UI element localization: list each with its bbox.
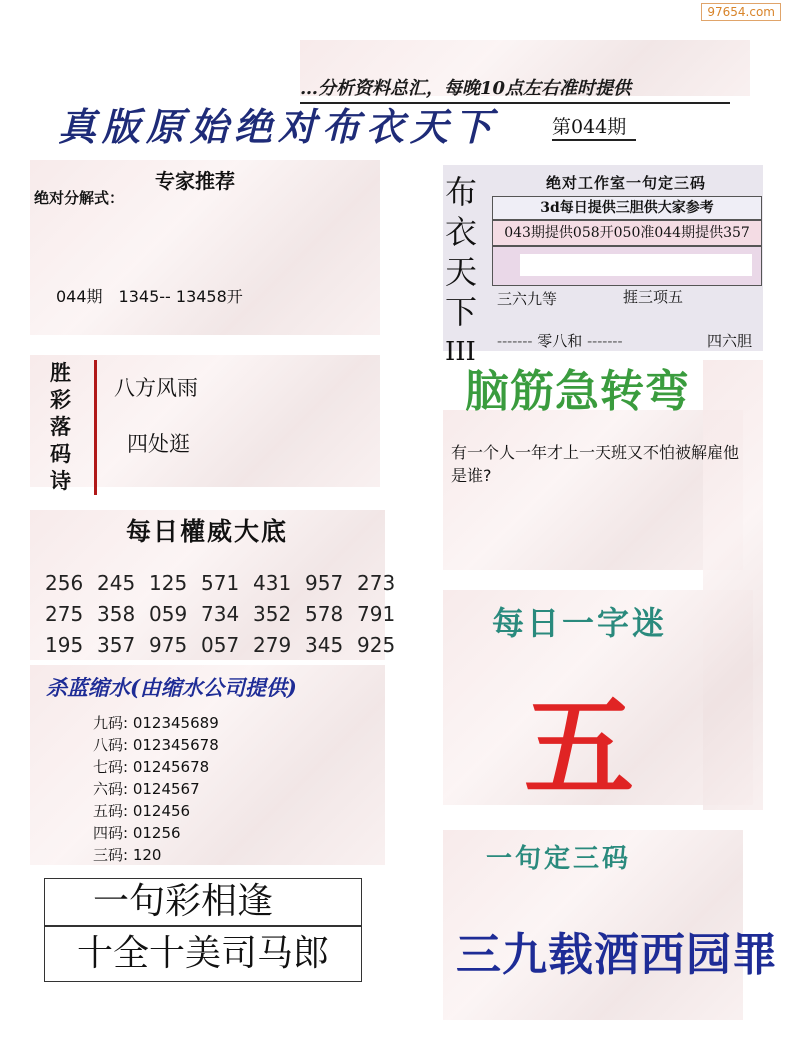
expert-result: 044期 1345-- 13458开 xyxy=(56,287,243,306)
list-item: 四码: 01256 xyxy=(93,824,181,842)
studio-mask-white xyxy=(520,254,752,276)
poem-side-label: 胜 彩 落 码 诗 xyxy=(50,360,97,495)
background-art xyxy=(703,360,763,810)
list-item: 七码: 01245678 xyxy=(93,758,210,776)
studio-mid-left: 三六九等 xyxy=(497,290,558,308)
studio-mid-right: 捱三项五 xyxy=(623,288,684,306)
poem-line-1: 八方风雨 xyxy=(114,376,198,400)
table-row: 195 357 975 057 279 345 925 xyxy=(45,633,396,657)
main-title: 真版原始绝对布衣天下 xyxy=(58,104,499,149)
top-banner: …分析资料总汇，每晚10点左右准时提供 xyxy=(300,74,730,104)
list-item: 九码: 012345689 xyxy=(93,714,219,732)
word-puzzle-char: 五 xyxy=(524,684,634,812)
studio-line-1: 3d每日提供三胆供大家参考 xyxy=(492,196,762,220)
studio-bottom-right: 四六胆 xyxy=(707,332,753,350)
list-item: 八码: 012345678 xyxy=(93,736,219,754)
studio-header: 绝对工作室一句定三码 xyxy=(545,174,706,192)
site-badge[interactable]: 97654.com xyxy=(701,3,781,21)
list-item: 六码: 0124567 xyxy=(93,780,200,798)
riddle-question: 有一个人一年才上一天班又不怕被解雇他是谁? xyxy=(451,443,740,485)
background-art xyxy=(443,410,743,570)
list-item: 三码: 120 xyxy=(93,846,162,864)
one-sentence-text: 三九载酒西园罪 xyxy=(456,928,779,981)
issue-number: 第044期 xyxy=(552,112,636,141)
word-puzzle-title: 每日一字迷 xyxy=(492,604,668,642)
riddle-title: 脑筋急转弯 xyxy=(465,366,690,417)
daily-base-title: 每日權威大底 xyxy=(126,517,289,546)
shrink-title: 杀蓝缩水(由缩水公司提供) xyxy=(46,675,297,700)
table-row: 275 358 059 734 352 578 791 xyxy=(45,602,396,626)
list-item: 五码: 012456 xyxy=(93,802,191,820)
shrink-list xyxy=(93,712,219,866)
studio-line-2: 043期提供058开050准044期提供357 xyxy=(492,220,762,246)
lottery-phrase-line-1: 一句彩相逢 xyxy=(44,878,362,926)
expert-title: 专家推荐 xyxy=(155,169,235,193)
formula-label: 绝对分解式： xyxy=(34,189,125,207)
table-row: 256 245 125 571 431 957 273 xyxy=(45,571,396,595)
studio-bottom-mid: ------- 零八和 ------- xyxy=(497,332,623,350)
poem-line-2: 四处逛 xyxy=(127,432,190,456)
daily-base-grid xyxy=(45,568,396,661)
vertical-title: 布 衣 天 下 III xyxy=(445,173,478,367)
lottery-phrase-line-2: 十全十美司马郎 xyxy=(44,926,362,982)
one-sentence-title: 一句定三码 xyxy=(486,844,632,874)
